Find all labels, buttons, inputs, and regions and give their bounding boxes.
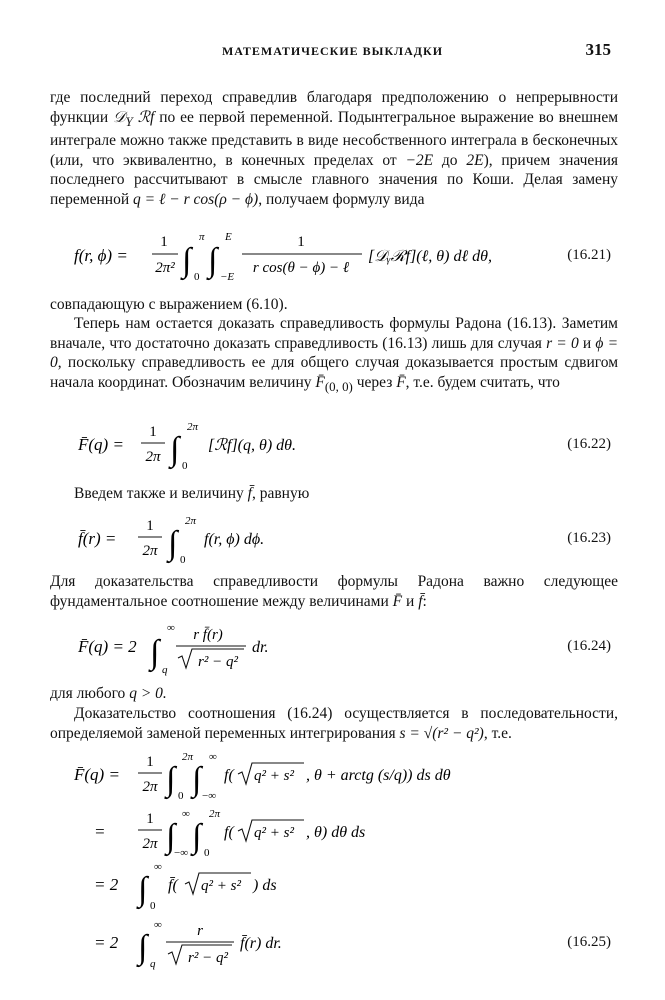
eq25-l2-frac-num: 1 [146, 811, 154, 827]
eq25-l1-lhs: F̄(q) = [74, 765, 120, 784]
eq25-l1-frac-den: 2π [142, 779, 158, 795]
paragraph-3 [50, 314, 618, 396]
eq25-l1-integral-1: ∫ [166, 761, 176, 798]
eq23-integral: ∫ [168, 525, 178, 562]
paragraph-5 [50, 572, 618, 611]
operator-D: 𝒟 [113, 108, 126, 126]
eq25-l1-int1-upper: 2π [182, 751, 194, 763]
symbol-F-bar: F̄ [315, 373, 325, 391]
eq24-rest: dr. [252, 639, 269, 656]
eq25-l1-integral-2: ∫ [192, 761, 202, 798]
eq-number-16-21: (16.21) [567, 247, 611, 263]
eq23-frac-num: 1 [146, 518, 154, 534]
eq21-int2-upper: E [225, 231, 232, 243]
eq21-rest: [𝒟ᵧℛf](ℓ, θ) dℓ dθ, [368, 248, 493, 265]
symbol-f-bar: f̄ [247, 485, 252, 502]
eq21-frac-num: 1 [160, 234, 168, 250]
equation-16-21 [0, 226, 665, 286]
para4-text-a: Введем также и величину [74, 485, 244, 502]
condition-r: r = 0 [546, 334, 579, 352]
eq22-rest: [ℛf](q, θ) dθ. [208, 437, 297, 454]
eq25-l2-integral-2: ∫ [192, 818, 202, 855]
eq-number-16-24: (16.24) [567, 638, 611, 654]
substitution-q: q = ℓ − r cos(ρ − ϕ) [133, 190, 259, 208]
para5-text-b: : [422, 592, 427, 610]
condition-q: q > 0. [129, 685, 167, 702]
eq21-lhs: f(r, ϕ) = [74, 246, 128, 265]
eq21-int2-lower: −E [220, 271, 235, 283]
para7-text-b: , т.е. [483, 724, 512, 742]
para1-text-b: по ее первой переменной. Подынтегральное выражение во внешнем интеграле можно также представить в виде несобственного интеграла в бесконечных (или, что эквивалентно, в конечных пределах от [50, 108, 619, 169]
eq21-int1-lower: 0 [194, 271, 200, 283]
page-number: 315 [585, 40, 611, 59]
eq24-num: r f̄(r) [193, 627, 223, 643]
eq25-l1-frac-num: 1 [146, 754, 154, 770]
eq25-l2-integral-1: ∫ [166, 818, 176, 855]
eq23-frac-den: 2π [142, 543, 158, 559]
para3-text-c: через [356, 373, 393, 391]
eq23-int-lower: 0 [180, 554, 186, 566]
eq24-int-lower: q [162, 664, 168, 676]
para4-text-b: , равную [251, 485, 310, 502]
eq24-integral: ∫ [150, 634, 160, 671]
eq23-rest: f(r, ϕ) dϕ. [204, 531, 265, 548]
eq25-l3-int-lower: 0 [150, 900, 156, 912]
para1-text-a: где последний переход справедлив благодаря предположению о непрерывности функции [50, 89, 618, 126]
equation-16-24 [0, 618, 665, 680]
eq25-l2-frac-den: 2π [142, 836, 158, 852]
eq21-integral-2: ∫ [208, 242, 218, 279]
eq25-l3-rest: ) ds [253, 877, 277, 894]
eq25-l3-lhs: = 2 [94, 875, 119, 894]
eq23-lhs: f̄(r) = [78, 529, 117, 548]
substitution-s: s = √(r² − q²) [399, 724, 484, 742]
symbol-F-bar-3: F̄ [392, 592, 403, 610]
eq21-frac-den: 2π² [155, 260, 175, 276]
para6-text-a: для любого [50, 685, 126, 702]
eq-number-16-22: (16.22) [567, 436, 611, 452]
eq25-l2-lhs: = [94, 822, 106, 841]
eq25-l2-int1-lower: −∞ [174, 847, 189, 859]
eq25-l4-num: r [197, 923, 203, 939]
para1-text-d: ), причем значения последнего рассчитывают в смысле главного значения по Коши. Делая замену переменной [50, 151, 619, 208]
paragraph-4 [50, 484, 618, 504]
eq25-l2-int2-lower: 0 [204, 847, 210, 859]
eq24-lhs: F̄(q) = 2 [78, 637, 137, 656]
eq25-l1-int2-lower: −∞ [202, 790, 217, 802]
limit-upper: 2E [466, 151, 484, 169]
eq23-int-upper: 2π [185, 515, 197, 527]
operator-D-subscript: Y [125, 113, 133, 129]
condition-phi: ϕ = 0 [50, 334, 619, 371]
eq22-lhs: F̄(q) = [78, 435, 124, 454]
para2-text: совпадающую с выражением (6.10). [50, 296, 288, 313]
eq21-kernel-den: r cos(θ − ϕ) − ℓ [252, 260, 350, 276]
eq21-kernel-num: 1 [297, 234, 305, 250]
eq25-l2-f-open: f( [224, 824, 234, 841]
equation-16-25-formula [68, 750, 628, 980]
para5-and: и [406, 592, 415, 610]
eq25-l4-lhs: = 2 [94, 933, 119, 952]
eq25-l2-sqrt-arg: q² + s² [254, 825, 294, 841]
symbol-F-bar-subscript: (0, 0) [324, 378, 353, 394]
eq-number-16-25: (16.25) [567, 934, 611, 950]
operator-R: ℛ [137, 108, 150, 126]
para1-text-c: до [441, 151, 458, 169]
equation-16-23-formula [68, 512, 488, 568]
symbol-f-bar-2: f̄ [418, 592, 423, 610]
para1-text-e: , получаем формулу вида [258, 190, 425, 208]
eq25-l1-int1-lower: 0 [178, 790, 184, 802]
eq25-l4-int-lower: q [150, 958, 156, 970]
eq22-int-upper: 2π [187, 421, 199, 433]
para3-text-d: , т.е. будем считать, что [405, 373, 560, 391]
equation-16-22 [0, 418, 665, 474]
eq25-l4-int-upper: ∞ [154, 919, 162, 931]
para3-text-a: Теперь нам остается доказать справедливость формулы Радона (16.13). Заметим вначале, что достаточно доказать справедливость (16.13) лишь для случая [50, 315, 618, 352]
equation-16-22-formula [68, 418, 488, 474]
eq25-l3-int-upper: ∞ [154, 861, 162, 873]
eq25-l1-sqrt-arg: q² + s² [254, 768, 294, 784]
equation-16-25 [0, 750, 665, 980]
page-header [0, 40, 665, 62]
equation-16-24-formula [68, 618, 488, 680]
paragraph-2 [50, 295, 618, 315]
eq25-l4-den: r² − q² [188, 950, 228, 966]
eq25-l1-rest: , θ + arctg (s/q)) ds dθ [306, 767, 451, 784]
eq25-l4-rest: f̄(r) dr. [240, 935, 282, 952]
eq21-int1-upper: π [199, 231, 205, 243]
eq25-l2-int2-upper: 2π [209, 808, 221, 820]
equation-16-23 [0, 512, 665, 568]
eq22-int-lower: 0 [182, 460, 188, 472]
para5-text-a: Для доказательства справедливости формулы Радона важно следующее фундаментальное соотношение между величинами [50, 573, 618, 610]
running-title: МАТЕМАТИЧЕСКИЕ ВЫКЛАДКИ [221, 44, 444, 58]
eq-number-16-23: (16.23) [567, 530, 611, 546]
eq25-l1-int2-upper: ∞ [209, 751, 217, 763]
eq22-frac-num: 1 [149, 424, 157, 440]
eq21-integral-1: ∫ [182, 242, 192, 279]
eq25-l1-f-open: f( [224, 767, 234, 784]
eq25-l4-integral: ∫ [138, 929, 148, 966]
limit-lower: −2E [405, 151, 434, 169]
eq24-int-upper: ∞ [167, 622, 175, 634]
symbol-F-bar-2: F̄ [396, 373, 406, 391]
eq25-l3-sqrt-arg: q² + s² [201, 878, 241, 894]
eq22-integral: ∫ [170, 431, 180, 468]
para3-text-b: , поскольку справедливость ее для общего случая доказывается простым сдвигом начала координат. Обозначим величину [50, 354, 618, 391]
eq25-l3-integral: ∫ [138, 871, 148, 908]
eq25-l2-rest: , θ) dθ ds [306, 824, 366, 841]
paragraph-7 [50, 704, 618, 743]
para7-text-a: Доказательство соотношения (16.24) осуществляется в последовательности, определяемой заменой переменных интегрирования [50, 705, 618, 742]
eq25-l3-f-open: f̄( [168, 877, 178, 894]
eq24-den: r² − q² [198, 654, 238, 670]
equation-16-21-formula [68, 226, 628, 286]
paragraph-1 [50, 88, 618, 209]
paragraph-6 [50, 684, 618, 704]
para3-and: и [582, 334, 592, 352]
eq22-frac-den: 2π [145, 449, 161, 465]
function-f: f [149, 108, 155, 126]
eq25-l2-int1-upper: ∞ [182, 808, 190, 820]
